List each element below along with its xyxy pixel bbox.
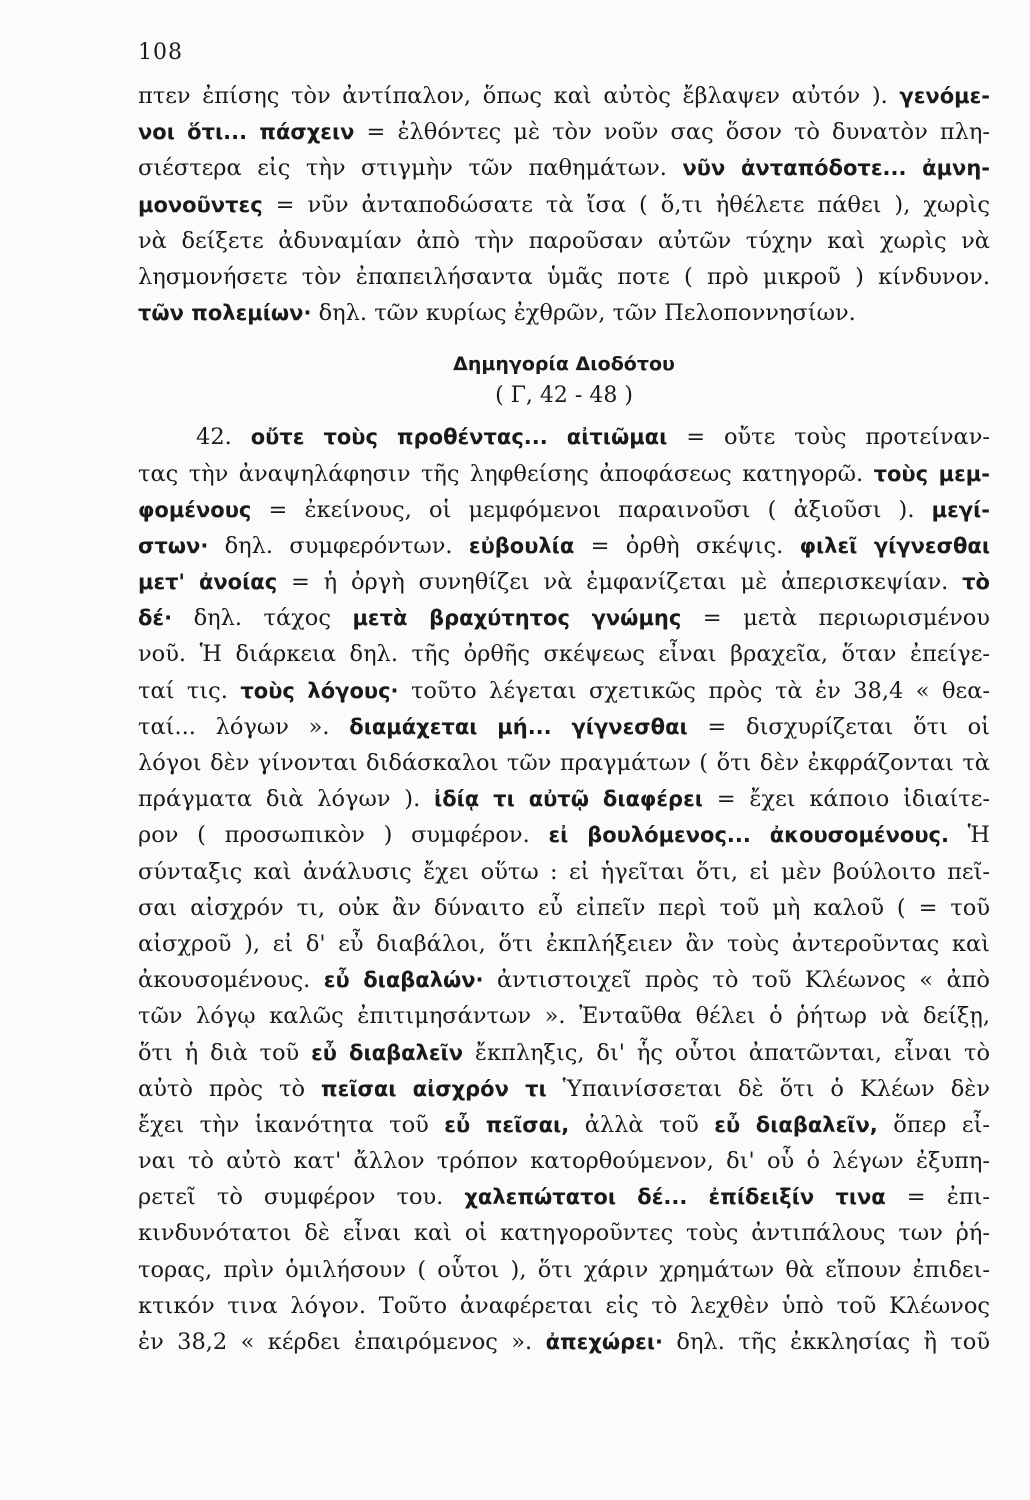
lemma: γενόμε- (899, 84, 990, 108)
gloss-text: σαι αἰσχρόν τι, οὐκ ἂν δύναιτο εὖ εἰπεῖν περὶ τοῦ μὴ καλοῦ ( = τοῦ (138, 894, 990, 921)
lemma: φομένους (138, 497, 252, 522)
text-line (138, 456, 990, 492)
gloss-text: = δισχυρίζεται ὅτι οἱ (687, 713, 990, 740)
text-line (138, 890, 990, 926)
gloss-text: σύνταξις καὶ ἀνάλυσις ἔχει οὕτω : εἰ ἡγεῖται ὅτι, εἰ μὲν βούλοιτο πεῖ- (138, 858, 990, 885)
lemma: τοὺς μεμ- (873, 461, 990, 486)
text-line (138, 926, 990, 962)
lemma: εὖ πεῖσαι, (444, 1112, 570, 1137)
text-line (138, 78, 990, 114)
gloss-text: πτεν ἐπίσης τὸν ἀντίπαλον, ὅπως καὶ αὐτὸς ἔβλαψεν αὐτόν ). (138, 83, 900, 109)
lemma: πεῖσαι αἰσχρόν τι (321, 1076, 547, 1101)
text-line (138, 223, 990, 259)
gloss-text: ταί τις. (138, 677, 241, 704)
text-line (138, 1071, 990, 1107)
gloss-text: ρον ( προσωπικὸν ) συμφέρον. (138, 822, 549, 849)
text-line (138, 1035, 990, 1071)
gloss-text: πράγματα διὰ λόγων ). (138, 786, 435, 813)
text-line (138, 600, 990, 636)
gloss-text: αὐτὸ πρὸς τὸ (138, 1075, 322, 1102)
lemma: εἰ βουλόμενος... ἀκουσομένους. (548, 823, 949, 848)
text-line (138, 673, 990, 709)
gloss-text: = οὔτε τοὺς προτείναν- (667, 424, 991, 451)
gloss-text: λόγοι δὲν γίνονται διδάσκαλοι τῶν πραγμάτων ( ὅτι δὲν ἐκφράζονται τὰ (138, 750, 990, 776)
text-block (138, 78, 990, 1360)
section-subheading: ( Γ, 42 - 48 ) (495, 383, 633, 409)
lemma: διαμάχεται μή... γίγνεσθαι (349, 714, 688, 739)
text-line (138, 492, 990, 528)
lemma: νῦν ἀνταπόδοτε... ἀμνη- (682, 156, 990, 181)
text-line (138, 1179, 990, 1215)
lemma: ἰδίᾳ τι αὐτῷ διαφέρει (434, 787, 703, 812)
text-line (138, 1252, 990, 1288)
gloss-text: λησμονήσετε τὸν ἐπαπειλήσαντα ὑμᾶς ποτε ( πρὸ μικροῦ ) κίνδυνον. (138, 263, 990, 290)
lemma: φιλεῖ γίγνεσθαι (799, 533, 990, 558)
gloss-text: κτικόν τινα λόγον. Τοῦτο ἀναφέρεται εἰς τὸ λεχθὲν ὑπὸ τοῦ Κλέωνος (138, 1292, 990, 1319)
lemma: μετὰ βραχύτητος γνώμης (352, 606, 682, 631)
text-line (138, 295, 990, 331)
lemma: στων· (138, 533, 209, 558)
text-line (138, 817, 990, 853)
text-line (138, 781, 990, 817)
gloss-text: ρετεῖ τὸ συμφέρον του. (138, 1184, 465, 1211)
gloss-text: τας τὴν ἀναψηλάφησιν τῆς ληφθείσης ἀποφάσεως κατηγορῶ. (138, 460, 874, 487)
gloss-text: νὰ δείξετε ἀδυναμίαν ἀπὸ τὴν παροῦσαν αὐτῶν τύχην καὶ χωρὶς νὰ (138, 227, 990, 254)
gloss-text: τορας, πρὶν ὁμιλήσουν ( οὗτοι ), ὅτι χάριν χρημάτων θὰ εἴπουν ἐπιδει- (138, 1256, 990, 1283)
text-line (138, 1215, 990, 1251)
gloss-text: αἰσχροῦ ), εἰ δ' εὖ διαβάλοι, ὅτι ἐκπλήξειεν ἂν τοὺς ἀντεροῦντας καὶ (138, 930, 990, 957)
page-number: 108 (138, 40, 183, 65)
gloss-text: ναι τὸ αὐτὸ κατ' ἄλλον τρόπον κατορθούμενον, δι' οὗ ὁ λέγων ἐξυπη- (138, 1148, 990, 1175)
gloss-text: ἀντιστοιχεῖ πρὸς τὸ τοῦ Κλέωνος « ἀπὸ (483, 967, 990, 994)
text-line (138, 419, 990, 455)
gloss-text: ἀλλὰ τοῦ (569, 1111, 715, 1138)
text-line (138, 528, 990, 564)
gloss-text: σιέστερα εἰς τὴν στιγμὴν τῶν παθημάτων. (138, 155, 683, 182)
text-line (138, 998, 990, 1034)
text-line (138, 187, 990, 223)
gloss-text: = ἔχει κάποιο ἰδιαίτε- (702, 786, 990, 813)
gloss-text: ἐν 38,2 « κέρδει ἐπαιρόμενος ». (138, 1329, 546, 1355)
text-line (138, 745, 990, 781)
gloss-text: ὅτι ἡ διὰ τοῦ (138, 1039, 312, 1066)
text-line (138, 1143, 990, 1179)
gloss-text: νοῦ. Ἡ διάρκεια δηλ. τῆς ὀρθῆς σκέψεως εἶναι βραχεῖα, ὅταν ἐπείγε- (138, 641, 990, 668)
gloss-text: δηλ. τάχος (172, 605, 353, 632)
lemma: τοὺς λόγους· (240, 678, 399, 703)
gloss-text: ἔκπληξις, δι' ἧς οὗτοι ἀπατῶνται, εἶναι τὸ (463, 1039, 990, 1066)
gloss-text: ἔχει τὴν ἱκανότητα τοῦ (138, 1111, 445, 1138)
gloss-text: = ἐπι- (885, 1184, 991, 1211)
text-line (138, 962, 990, 998)
text-line (138, 259, 990, 295)
lemma: μονοῦντες (138, 192, 263, 217)
text-line (138, 709, 990, 745)
lemma: οὔτε τοὺς προθέντας... αἰτιῶμαι (250, 425, 668, 450)
gloss-text: ἀκουσομένους. (138, 967, 324, 994)
gloss-text: δηλ. τῆς ἐκκλησίας ἢ τοῦ (663, 1329, 990, 1355)
lemma: δέ· (138, 606, 173, 631)
lemma: εὖ διαβαλών· (323, 968, 484, 993)
lemma: νοι ὅτι... πάσχειν (138, 120, 355, 145)
gloss-text: = νῦν ἀνταποδώσατε τὰ ἴσα ( ὅ,τι ἠθέλετε πάθει ), χωρὶς (262, 191, 990, 218)
lemma: εὐβουλία (468, 533, 575, 558)
lemma: χαλεπώτατοι δέ... ἐπίδειξίν τινα (464, 1185, 886, 1210)
commentary-paragraph (138, 419, 990, 1360)
gloss-text: = ἐλθόντες μὲ τὸν νοῦν σας ὅσον τὸ δυνατὸν πλη- (354, 119, 990, 146)
lemma: μετ' ἀνοίας (138, 570, 278, 595)
gloss-text: δηλ. τῶν κυρίως ἐχθρῶν, τῶν Πελοποννησίων. (311, 300, 856, 327)
gloss-text: τοῦτο λέγεται σχετικῶς πρὸς τὰ ἐν 38,4 « θεα- (398, 677, 990, 704)
gloss-text: = ἡ ὀργὴ συνηθίζει νὰ ἐμφανίζεται μὲ ἀπερισκεψίαν. (277, 569, 963, 596)
gloss-text: = ἐκείνους, οἱ μεμφόμενοι παραινοῦσι ( ἀξιοῦσι ). (251, 496, 932, 523)
lemma: μεγί- (931, 497, 990, 522)
lemma: τῶν πολεμίων· (138, 301, 312, 326)
gloss-text: 42. (196, 424, 251, 451)
intro-paragraph (138, 78, 990, 331)
text-line (138, 564, 990, 600)
lemma: εὖ διαβαλεῖν (311, 1040, 463, 1065)
lemma: ἀπεχώρει· (545, 1330, 664, 1354)
gloss-text: = μετὰ περιωρισμένου (681, 605, 990, 632)
gloss-text: δηλ. συμφερόντων. (208, 532, 469, 559)
text-line (138, 854, 990, 890)
gloss-text: Ὑπαινίσσεται δὲ ὅτι ὁ Κλέων δὲν (546, 1075, 990, 1102)
text-line (138, 1107, 990, 1143)
text-line (138, 1288, 990, 1324)
gloss-text: = ὀρθὴ σκέψις. (574, 532, 800, 559)
gloss-text: ὅπερ εἶ- (877, 1111, 991, 1138)
lemma: εὖ διαβαλεῖν, (714, 1112, 878, 1137)
gloss-text: ταί... λόγων ». (138, 713, 350, 740)
text-line (138, 1324, 990, 1360)
gloss-text: Ἡ (948, 822, 990, 849)
gloss-text: κινδυνότατοι δὲ εἶναι καὶ οἱ κατηγοροῦντες τοὺς ἀντιπάλους των ῥή- (138, 1220, 990, 1247)
lemma: τὸ (962, 570, 990, 595)
text-line (138, 150, 990, 186)
text-line (138, 114, 990, 150)
text-line (138, 636, 990, 672)
section-heading: Δημηγορία Διοδότου (453, 353, 675, 376)
gloss-text: τῶν λόγῳ καλῶς ἐπιτιμησάντων ». Ἐνταῦθα θέλει ὁ ῥήτωρ νὰ δείξῃ, (138, 1003, 990, 1030)
